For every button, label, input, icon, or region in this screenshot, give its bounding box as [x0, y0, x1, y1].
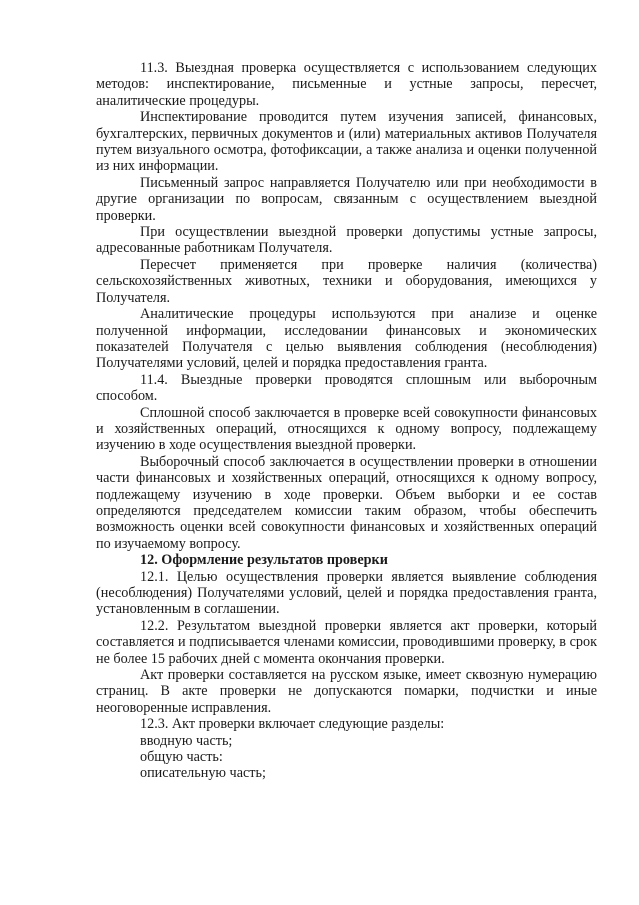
paragraph-12-1: 12.1. Целью осуществления проверки является выявление соблюдения (несоблюдения) Получателями условий, целей и порядка предоставления гранта, установленным в соглашении. — [96, 568, 597, 618]
paragraph-inspection: Инспектирование проводится путем изучения записей, финансовых, бухгалтерских, первичных документов и (или) материальных активов Получателя путем визуального осмотра, фотофиксации, а также анализа и оценки полученной из них информации. — [96, 109, 597, 175]
list-item: вводную часть; — [140, 732, 233, 749]
paragraph-11-3: 11.3. Выездная проверка осуществляется с использованием следующих методов: инспектирование, письменные и устные запросы, пересчет, аналитические процедуры. — [96, 60, 597, 109]
paragraph-continuous-method: Сплошной способ заключается в проверке всей совокупности финансовых и хозяйственных операций, относящихся к одному вопросу, подлежащему изучению в ходе осуществления выездной проверки. — [96, 404, 597, 454]
list-item: описательную часть; — [140, 765, 266, 782]
paragraph-sampling-method: Выборочный способ заключается в осуществлении проверки в отношении части финансовых и хозяйственных операций, относящихся к одному вопросу, подлежащему изучению в ходе проверки. Объем выборки и ее состав определяются председателем комиссии таким образом, чтобы обеспечить возможность оценки всей совокупности финансовых и хозяйственных операций по изучаемому вопросу. — [96, 453, 597, 552]
paragraph-act-language: Акт проверки составляется на русском языке, имеет сквозную нумерацию страниц. В акте проверки не допускаются помарки, подчистки и иные неоговоренные исправления. — [96, 667, 597, 716]
paragraph-11-4: 11.4. Выездные проверки проводятся сплошным или выборочным способом. — [96, 371, 597, 405]
list-item: общую часть: — [140, 749, 223, 766]
paragraph-oral-request: При осуществлении выездной проверки допустимы устные запросы, адресованные работникам Получателя. — [96, 224, 597, 257]
section-heading: 12. Оформление результатов проверки — [140, 552, 388, 569]
paragraph-12-2: 12.2. Результатом выездной проверки является акт проверки, который составляется и подписывается членами комиссии, проводившими проверку, в срок не более 15 рабочих дней с момента окончания проверки. — [96, 617, 597, 667]
paragraph-recount: Пересчет применяется при проверке наличия (количества) сельскохозяйственных животных, техники и оборудования, имеющихся у Получателя. — [96, 256, 597, 306]
paragraph-analytics: Аналитические процедуры используются при анализе и оценке полученной информации, исследовании финансовых и экономических показателей Получателя с целью выявления соблюдения (несоблюдения) Получателями условий, целей и порядка предоставления гранта. — [96, 306, 597, 372]
paragraph-12-3: 12.3. Акт проверки включает следующие разделы: — [140, 716, 445, 733]
paragraph-written-request: Письменный запрос направляется Получателю или при необходимости в другие организации по вопросам, связанным с осуществлением выездной проверки. — [96, 174, 597, 224]
